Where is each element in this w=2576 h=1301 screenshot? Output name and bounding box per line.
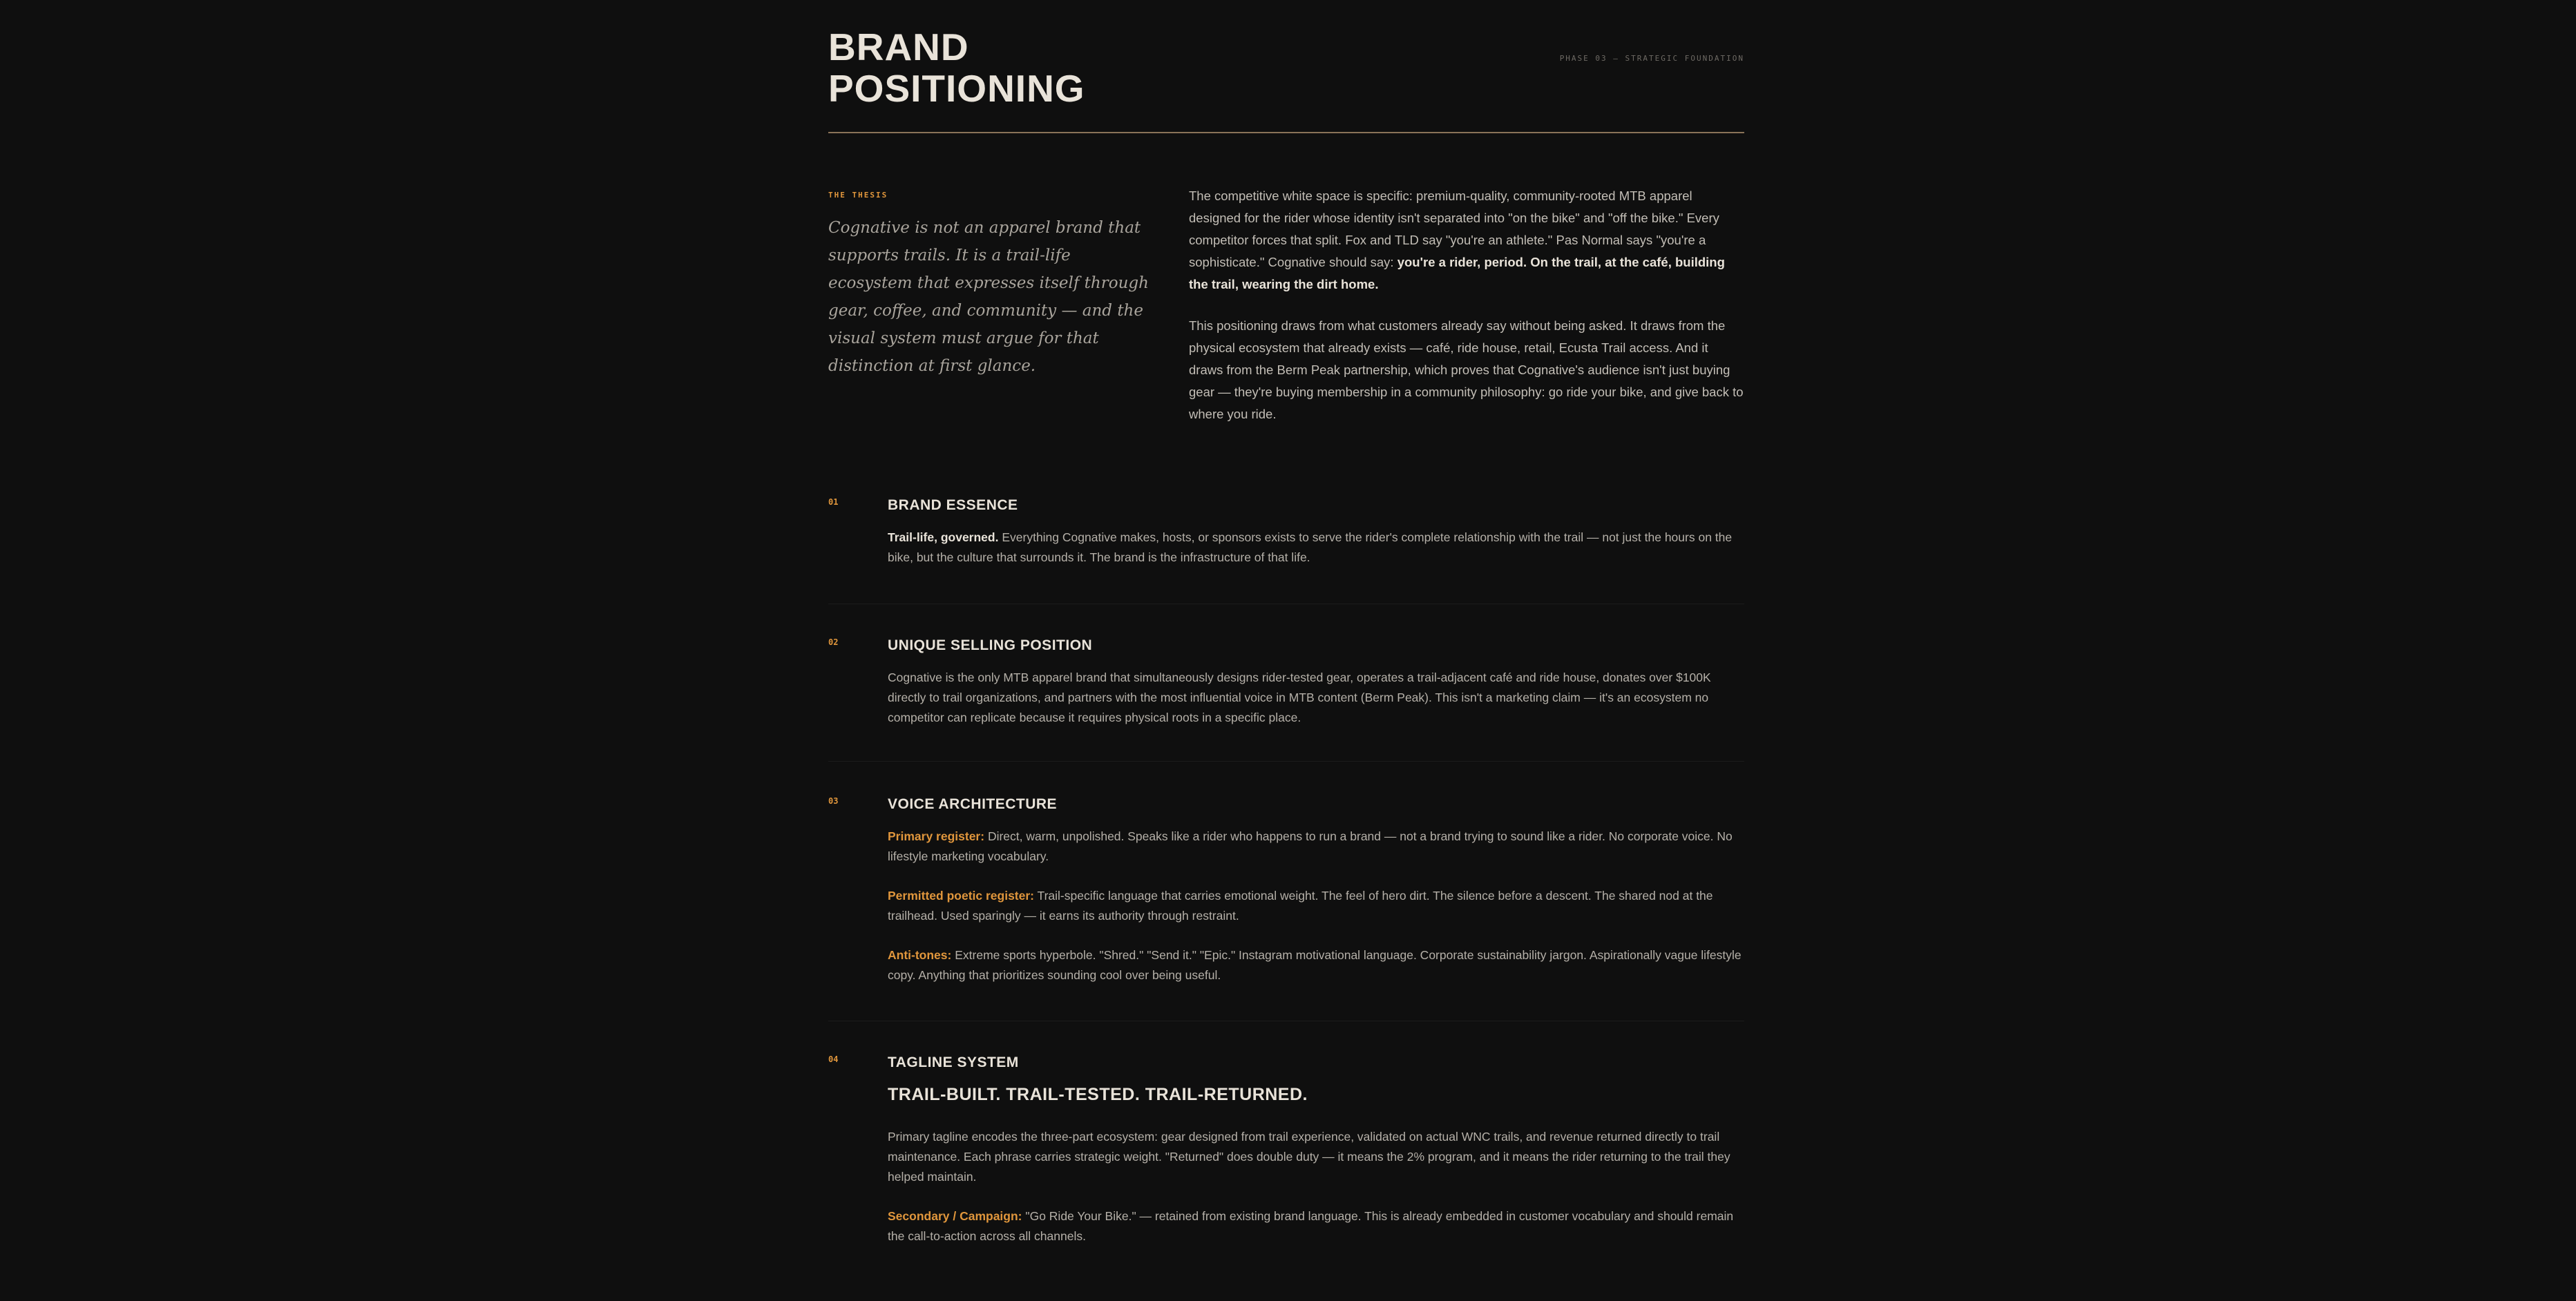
section-title: UNIQUE SELLING POSITION — [888, 637, 1093, 653]
tagline-explanation: Primary tagline encodes the three-part ecosystem: gear designed from trail experience, validated on actual WNC trails, and revenue returned directly to trail maintenance. Each phrase carries strategic weight. "Returned" does double duty — it means the 2% program, and it means the rider returning to the trail they helped maintain. — [888, 1130, 1730, 1184]
section-lead: Trail-life, governed. — [888, 530, 999, 544]
thesis-quote: Cognative is not an apparel brand that supports trails. It is a trail-life ecosystem that expresses itself through gear, coffee, and community — and the visual system must argue for that distinction at first glance. — [828, 219, 1149, 375]
primary-tagline: TRAIL-BUILT. TRAIL-TESTED. TRAIL-RETURNED. — [888, 1085, 1308, 1104]
brand-positioning-page — [828, 0, 1744, 1243]
section-number: 04 — [828, 1054, 839, 1064]
section-text: Direct, warm, unpolished. Speaks like a rider who happens to run a brand — not a brand trying to sound like a rider. No corporate voice. No lifestyle marketing vocabulary. — [888, 829, 1733, 863]
thesis-body — [1189, 185, 1744, 445]
section-body — [888, 827, 1744, 1005]
voice-primary-register — [888, 827, 1744, 867]
page-header — [828, 0, 1744, 133]
page-title — [828, 26, 1085, 109]
thesis-section — [828, 133, 1744, 479]
section-number: 03 — [828, 796, 839, 806]
page-title-line-2: POSITIONING — [828, 67, 1085, 110]
section-body — [888, 668, 1744, 747]
section-number: 01 — [828, 497, 839, 507]
voice-anti-tones — [888, 945, 1744, 985]
phase-label: PHASE 03 — STRATEGIC FOUNDATION — [1559, 54, 1744, 63]
voice-poetic-register — [888, 886, 1744, 926]
thesis-paragraph-2: This positioning draws from what customers already say without being asked. It draws from the physical ecosystem that already exists — café, ride house, retail, Ecusta Trail access. And it draws from the Berm Peak partnership, which proves that Cognative's audience isn't just buying gear — they're buying membership in a community philosophy: go ride your bike, and give back to where you ride. — [1189, 318, 1744, 421]
thesis-label: THE THESIS — [828, 191, 888, 200]
thesis-paragraph-1 — [1189, 185, 1744, 296]
section-title: BRAND ESSENCE — [888, 497, 1018, 513]
section-text: Everything Cognative makes, hosts, or sponsors exists to serve the rider's complete relationship with the trail — not just the hours on the bike, but the culture that surrounds it. The brand is the infrastructure of that life. — [888, 530, 1733, 564]
section-text: "Go Ride Your Bike." — retained from existing brand language. This is already embedded in customer vocabulary and should remain the call-to-action across all channels. — [888, 1209, 1734, 1243]
section-text: Extreme sports hyperbole. "Shred." "Send it." "Epic." Instagram motivational language. Corporate sustainability jargon. Aspirationally vague lifestyle copy. Anything that prioritizes sounding cool over being useful. — [888, 948, 1742, 982]
section-title: TAGLINE SYSTEM — [888, 1054, 1019, 1070]
section-paragraph: Cognative is the only MTB apparel brand that simultaneously designs rider-tested gear, operates a trail-adjacent café and ride house, donates over $100K directly to trail organizations, and partners with the most influential voice in MTB content (Berm Peak). This isn't a marketing claim — it's an ecosystem no competitor can replicate because it requires physical roots in a specific place. — [888, 671, 1711, 724]
section-number: 02 — [828, 637, 839, 647]
section-divider — [828, 761, 1744, 762]
thesis-paragraph-1-text: The competitive white space is specific: premium-quality, community-rooted MTB apparel designed for the rider whose identity isn't separated into "on the bike" and "off the bike." Every competitor forces that split. Fox and TLD say "you're an athlete." Pas Normal says "you're a sophisticate." Cognative should say: — [1189, 189, 1719, 269]
section-lead: Secondary / Campaign: — [888, 1209, 1022, 1223]
secondary-tagline — [888, 1206, 1744, 1246]
section-lead: Primary register: — [888, 829, 985, 843]
section-lead: Anti-tones: — [888, 948, 952, 962]
section-paragraph — [888, 528, 1744, 568]
thesis-paragraph-1-emphasis: you're a rider, period. On the trail, at the café, building the trail, wearing the dirt home. — [1189, 255, 1725, 291]
section-body — [888, 528, 1744, 587]
section-text: Trail-specific language that carries emotional weight. The feel of hero dirt. The silence before a descent. The shared nod at the trailhead. Used sparingly — it earns its authority through restraint. — [888, 889, 1713, 923]
section-lead: Permitted poetic register: — [888, 889, 1034, 903]
section-title: VOICE ARCHITECTURE — [888, 796, 1058, 812]
page-title-line-1: BRAND — [828, 26, 969, 68]
section-body — [888, 1085, 1744, 1266]
